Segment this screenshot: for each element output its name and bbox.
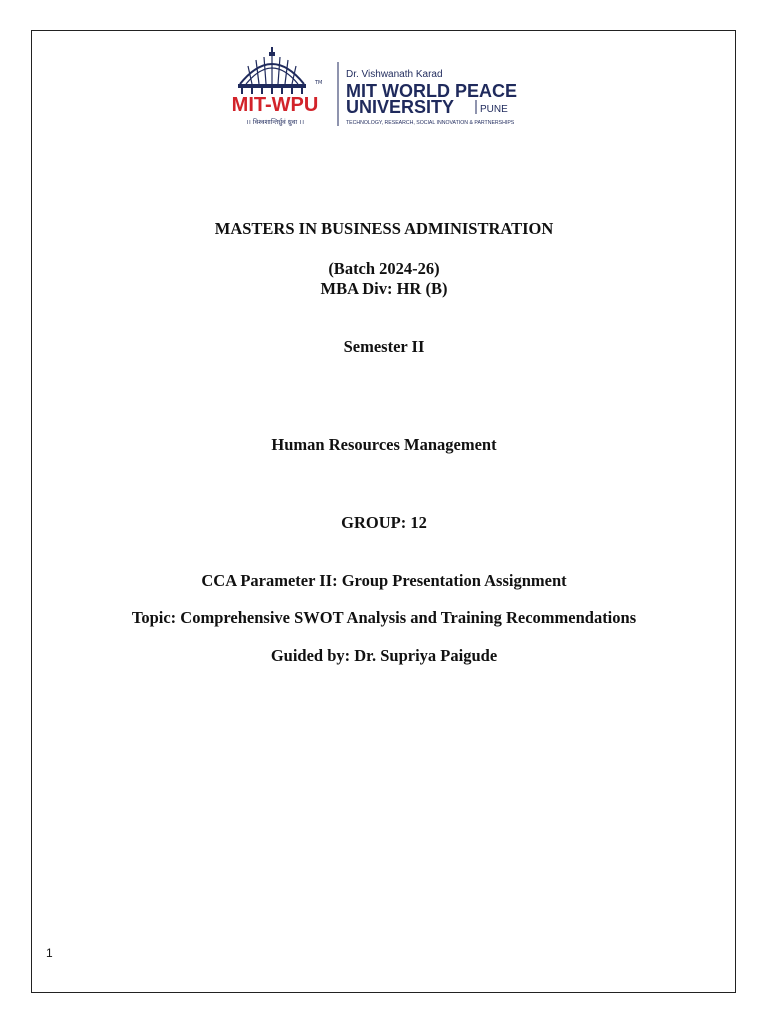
division-line: MBA Div: HR (B) <box>320 279 448 298</box>
mit-wpu-logo-graphic <box>232 44 537 130</box>
parameter-line: CCA Parameter II: Group Presentation Assignment <box>201 571 567 590</box>
dome-emblem-icon <box>238 47 306 94</box>
logo-city: PUNE <box>480 104 508 115</box>
logo-tagline: TECHNOLOGY, RESEARCH, SOCIAL INNOVATION & PARTNERSHIPS <box>346 120 515 126</box>
semester-line: Semester II <box>343 337 425 356</box>
emblem-tagline: ।। विश्वशान्तिर्ध्रुवं ध्रुवा ।। <box>245 118 305 126</box>
emblem-wordmark: MIT-WPU <box>232 94 319 116</box>
topic-line: Topic: Comprehensive SWOT Analysis and Training Recommendations <box>131 608 637 627</box>
program-title: MASTERS IN BUSINESS ADMINISTRATION <box>214 219 554 238</box>
subject-line: Human Resources Management <box>271 435 497 454</box>
university-logo <box>232 44 537 130</box>
batch-line: (Batch 2024-26) <box>328 259 440 278</box>
group-line: GROUP: 12 <box>341 513 427 532</box>
logo-name-line2: UNIVERSITY <box>346 97 455 117</box>
page-border <box>31 30 736 993</box>
svg-text:TM: TM <box>315 80 323 86</box>
page-number: 1 <box>46 946 53 960</box>
guide-line: Guided by: Dr. Supriya Paigude <box>270 646 498 665</box>
logo-prefix: Dr. Vishwanath Karad <box>346 69 443 80</box>
logo-name-line1: MIT WORLD PEACE <box>346 81 517 101</box>
